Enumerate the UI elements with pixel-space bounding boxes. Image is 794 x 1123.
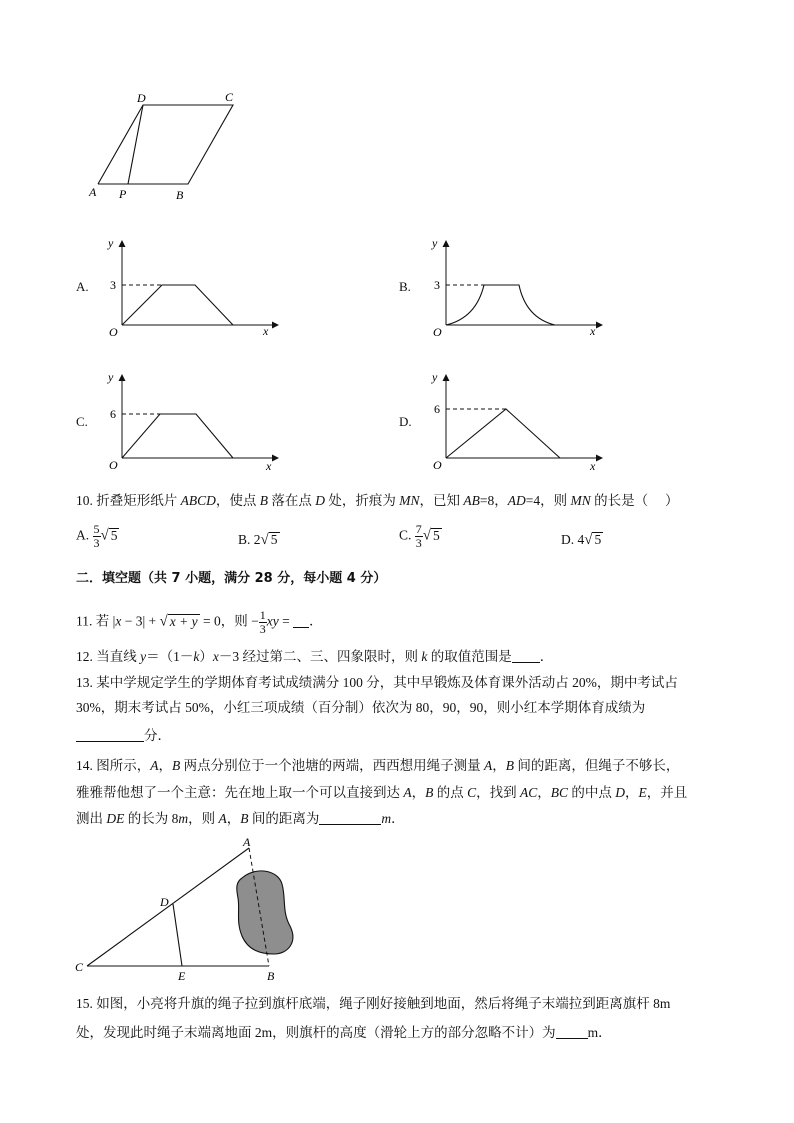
x-axis-label: x [266,459,272,473]
q10-ad: AD [507,493,526,508]
q12-text: 的取值范围是 [427,649,512,664]
q14-text: ， [625,785,639,800]
label-e: E [178,969,186,983]
answer-blank[interactable] [319,810,381,825]
label-c: C [225,90,234,104]
y-axis-label: y [432,236,438,250]
q14-var: A [218,811,227,826]
numerator: 1 [259,608,266,622]
radicand: 5 [110,527,118,543]
q14-text: 两点分别位于一个池塘的两端，西西想用绳子测量 [180,758,484,773]
graph-curve [446,285,555,325]
q14-var: D [615,785,626,800]
segment-dp [128,105,143,184]
q15-end: m． [587,1025,612,1040]
y-axis-label: y [108,236,114,250]
x-axis-label: x [263,324,269,338]
parallelogram-outline [98,105,233,184]
radical-icon: √ [422,527,431,544]
question-11 [76,609,323,636]
q10-text: 的长是（ ） [590,493,679,508]
q14-var: AC [520,785,538,800]
option-letter: A. [76,527,90,543]
q14-var: C [467,785,477,800]
label-d: D [160,895,169,909]
q14-text: ，找到 [476,785,521,800]
origin-label: O [433,325,442,339]
answer-blank[interactable] [512,648,540,663]
answer-blank[interactable] [556,1024,588,1039]
q12-end: ． [539,649,554,664]
q11-text: = 0，则 − [199,613,259,629]
q14-var: B [172,758,181,773]
q11-number: 11. [76,613,93,629]
q10-option-d[interactable] [561,530,603,550]
numerator: 7 [415,522,422,536]
q13-line3 [76,726,171,746]
option-letter: B. 2 [238,532,261,547]
answer-blank[interactable] [76,727,144,742]
radicand: x + y [169,613,198,629]
option-letter: D. 4 [561,532,585,547]
q14-text: 间的距离，但绳子不够长， [514,758,680,773]
q14-var: DE [106,811,125,826]
q10-text: 折叠矩形纸片 [92,493,181,508]
y-axis-label: y [108,370,114,384]
q14-text: ， [158,758,172,773]
q10-text: =4，则 [525,493,571,508]
radicand: 5 [594,532,602,547]
graph-option-a[interactable] [100,232,285,342]
fraction [259,609,267,636]
label-d: D [137,91,146,105]
q14-var: m [178,811,189,826]
answer-blank[interactable] [293,613,309,628]
denominator: 3 [93,536,100,550]
y-tick-label: 3 [110,278,116,292]
q10-mn: MN [399,493,420,508]
y-axis-label: y [432,370,438,384]
q10-text: =8， [479,493,508,508]
q14-var: B [505,758,514,773]
option-a-letter[interactable]: A. [76,279,89,294]
graph-option-b[interactable] [424,232,609,342]
x-axis-label: x [590,324,596,338]
q10-mn: MN [570,493,591,508]
q10-ab: AB [463,493,480,508]
q11-text: = [278,613,294,629]
q11-text: 若 | [92,613,116,629]
q10-text: 处，折痕为 [325,493,400,508]
q13-line2: 30%，期末考试占 50%，小红三项成绩（百分制）依次为 80，90，90，则小红本学期体育成绩为 [76,700,646,715]
q10-option-b[interactable] [238,530,280,550]
q12-text: ＝（1－ [146,649,194,664]
q12-text: 当直线 [92,649,141,664]
q10-number: 10. [76,493,93,508]
option-c-letter[interactable]: C. [76,414,88,429]
section-2-title: 二．填空题（共 7 小题，满分 28 分，每小题 4 分） [76,571,387,586]
option-b-letter[interactable]: B. [399,279,411,294]
q10-text: ，使点 [215,493,260,508]
graph-curve [446,409,560,458]
q11-x: x [115,613,122,629]
radical-icon: √ [100,527,109,544]
q12-k: k [421,649,428,664]
y-arrow-icon [119,374,126,381]
question-12 [76,647,553,667]
graph-curve [122,414,233,458]
q14-text: ， [537,785,551,800]
y-tick-label: 6 [110,407,116,421]
pond-figure [70,832,300,988]
origin-label: O [109,325,118,339]
q14-text: ． [391,811,405,826]
q15-text: 处，发现此时绳子末端离地面 2m，则旗杆的高度（滑轮上方的部分忽略不计）为 [76,1025,556,1040]
q10-d: D [315,493,325,508]
parallelogram-figure [86,86,246,206]
q13-line1: 13. 某中学规定学生的学期体育考试成绩满分 100 分，其中早锻炼及体育课外活动占 20%，期中考试占 [76,675,678,690]
q14-text: 14. 图所示， [76,758,151,773]
y-arrow-icon [443,374,450,381]
label-p: P [119,187,127,201]
q14-text: 的中点 [568,785,616,800]
y-arrow-icon [119,240,126,247]
x-arrow-icon [596,322,603,329]
q14-line2 [76,783,687,803]
q14-text: 的长为 8 [124,811,179,826]
q14-var: B [425,785,434,800]
q15-line2 [76,1023,612,1043]
q10-option-a[interactable] [76,523,119,550]
q14-line1 [76,756,679,776]
q14-text: 间的距离为 [248,811,320,826]
q14-text: ，并且 [646,785,688,800]
q10-b: B [259,493,268,508]
q11-end: ． [309,613,323,629]
q14-line3 [76,809,405,829]
q12-text: －3 经过第二、三、四象限时，则 [218,649,422,664]
q14-unit: m [381,811,392,826]
q10-abcd: ABCD [180,493,216,508]
radicand: 5 [433,527,440,543]
q15-line1: 15. 如图，小亮将升旗的绳子拉到旗杆底端，绳子刚好接触到地面，然后将绳子末端拉到距离旗杆 8m [76,996,671,1011]
denominator: 3 [259,622,266,636]
denominator: 3 [415,536,422,550]
segment-de [173,904,182,966]
q10-option-c[interactable] [399,523,442,550]
q14-var: BC [550,785,569,800]
x-arrow-icon [272,322,279,329]
label-b: B [176,188,184,202]
option-d-letter[interactable]: D. [399,414,412,429]
fraction [93,523,101,550]
q11-xy: xy [266,613,279,629]
q14-text: ， [492,758,506,773]
q11-text: − 3| + [121,613,160,629]
label-c: C [75,960,84,974]
option-letter: C. [399,527,412,543]
radical-icon: √ [159,613,168,630]
radical-icon: √ [260,532,269,548]
y-tick-label: 3 [434,278,440,292]
q14-text: 雅雅帮他想了一个主意：先在地上取一个可以直接到达 [76,785,404,800]
q14-text: ， [411,785,426,800]
graph-curve [122,285,233,325]
label-b: B [267,969,275,983]
q14-text: 测出 [76,811,107,826]
q14-text: ，则 [188,811,219,826]
q14-var: A [403,785,412,800]
q12-number: 12. [76,649,93,664]
q12-text: ） [199,649,213,664]
q13-end: 分． [144,728,171,743]
q14-text: ， [226,811,241,826]
q14-var: E [638,785,647,800]
q14-var: A [150,758,159,773]
question-10 [76,491,679,511]
radicand: 5 [270,532,278,547]
q12-k: k [193,649,200,664]
x-arrow-icon [272,455,279,462]
q12-y: y [140,649,147,664]
fraction [415,523,423,550]
label-a: A [243,835,251,849]
origin-label: O [433,458,442,472]
label-a: A [89,185,97,199]
radical-icon: √ [584,532,593,548]
y-arrow-icon [443,240,450,247]
graph-option-c[interactable] [100,366,285,476]
q14-text: 的点 [433,785,468,800]
graph-option-d[interactable] [424,366,609,476]
q12-x: x [212,649,219,664]
q10-text: 落在点 [268,493,316,508]
y-tick-label: 6 [434,402,440,416]
x-arrow-icon [596,455,603,462]
numerator: 5 [93,522,100,536]
origin-label: O [109,458,118,472]
x-axis-label: x [590,459,596,473]
q10-text: ，已知 [419,493,464,508]
q14-var: A [484,758,493,773]
q14-var: B [240,811,249,826]
